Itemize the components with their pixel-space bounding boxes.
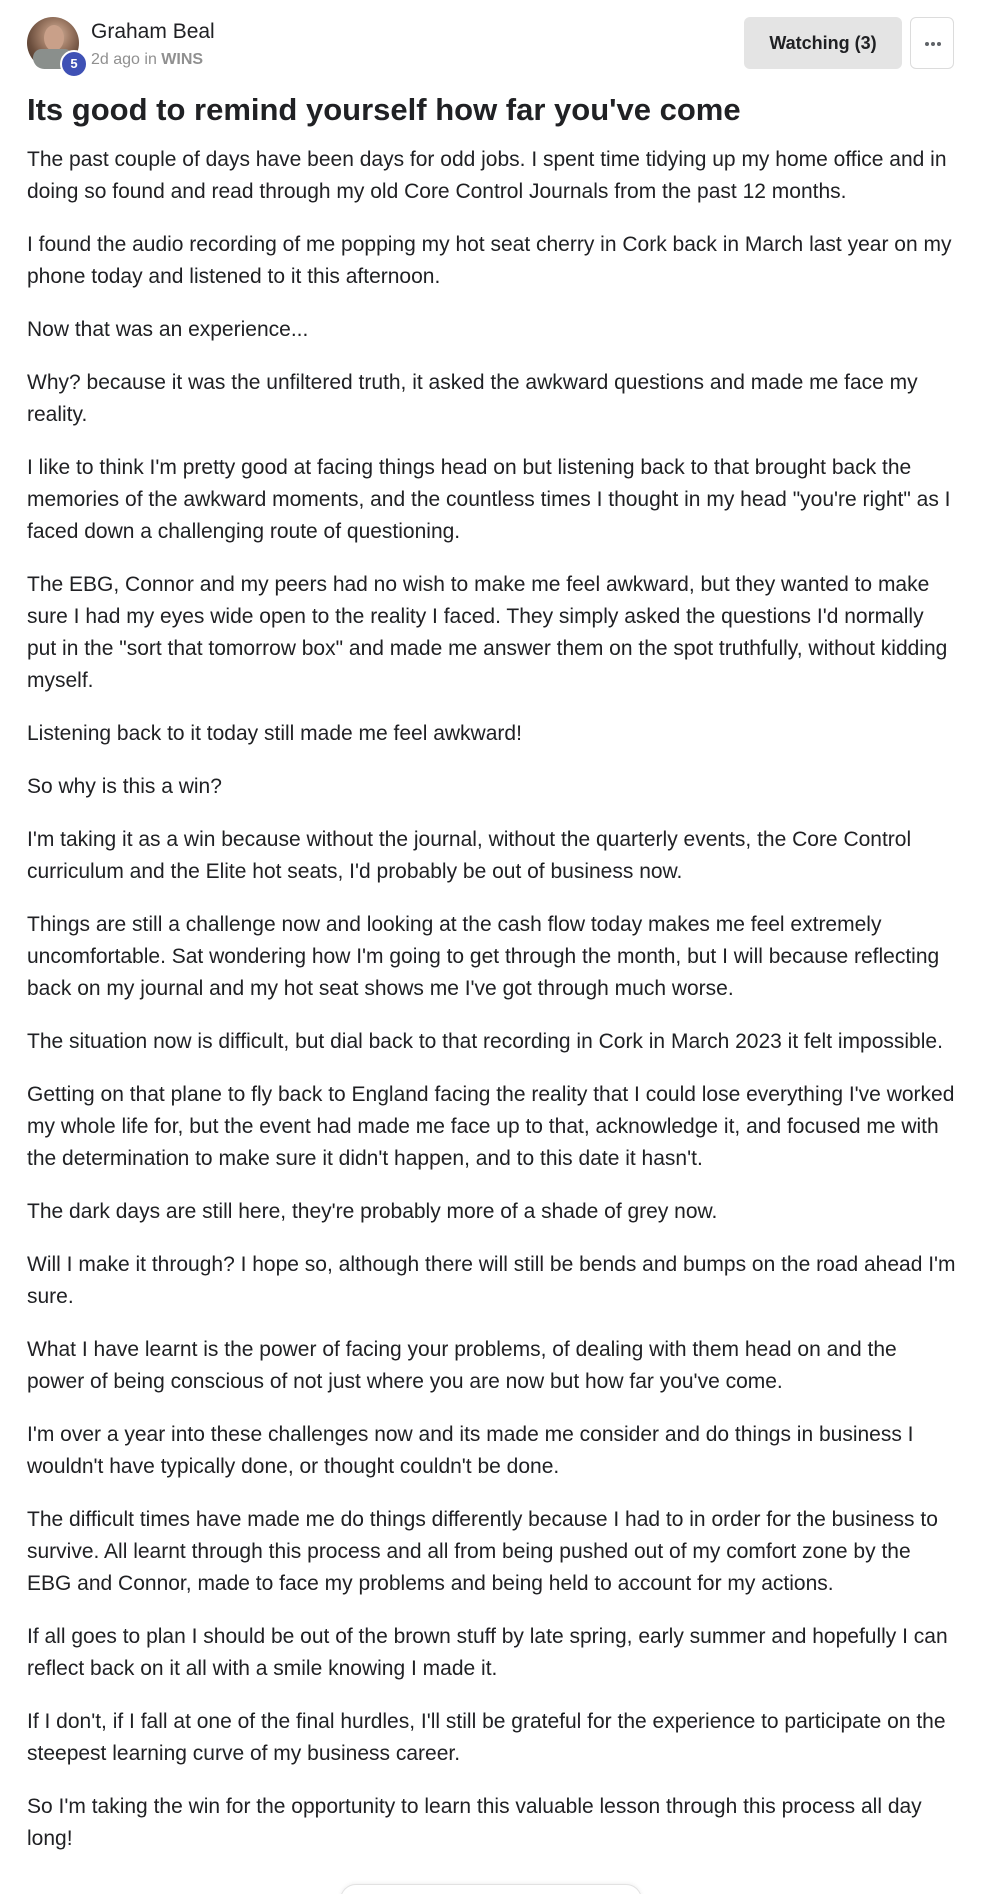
post-category[interactable]: WINS: [161, 51, 204, 68]
watching-button[interactable]: Watching (3): [744, 17, 902, 69]
floating-action-bar[interactable]: [340, 1884, 642, 1894]
avatar-face: [44, 25, 64, 51]
post-meta-in: in: [144, 51, 157, 68]
post-time: 2d ago: [91, 51, 140, 68]
post-paragraph: So I'm taking the win for the opportunity to learn this valuable lesson through this process all day long!: [27, 1795, 922, 1850]
post-paragraph: Listening back to it today still made me feel awkward!: [27, 722, 522, 745]
post-paragraph: I like to think I'm pretty good at facing things head on but listening back to that brought back the memories of the awkward moments, and the countless times I thought in my head "you're right" as I faced down a challenging route of questioning.: [27, 456, 951, 543]
post-header: [27, 17, 955, 73]
post-paragraph: If I don't, if I fall at one of the final hurdles, I'll still be grateful for the experience to participate on the steepest learning curve of my business career.: [27, 1710, 946, 1765]
post-paragraph: Why? because it was the unfiltered truth, it asked the awkward questions and made me face my reality.: [27, 371, 918, 426]
post-paragraph: Things are still a challenge now and looking at the cash flow today makes me feel extremely uncomfortable. Sat wondering how I'm going to get through the month, but I will because reflecting back on my journal and my hot seat shows me I've got through much worse.: [27, 913, 940, 1000]
post-paragraph: The dark days are still here, they're probably more of a shade of grey now.: [27, 1200, 718, 1223]
post-paragraph: So why is this a win?: [27, 775, 222, 798]
post-paragraph: The situation now is difficult, but dial back to that recording in Cork in March 2023 it felt impossible.: [27, 1030, 943, 1053]
avatar[interactable]: [27, 17, 79, 69]
post-body: [27, 144, 957, 1876]
post-paragraph: If all goes to plan I should be out of the brown stuff by late spring, early summer and hopefully I can reflect back on it all with a smile knowing I made it.: [27, 1625, 948, 1680]
post-paragraph: The EBG, Connor and my peers had no wish to make me feel awkward, but they wanted to make sure I had my eyes wide open to the reality I faced. They simply asked the questions I'd normally put in the "sort that tomorrow box" and made me answer them on the spot truthfully, without kidding myself.: [27, 573, 948, 692]
post-meta: [91, 51, 203, 69]
post-paragraph: I'm over a year into these challenges now and its made me consider and do things in business I wouldn't have typically done, or thought couldn't be done.: [27, 1423, 914, 1478]
more-options-button[interactable]: [910, 17, 954, 69]
post-paragraph: The past couple of days have been days for odd jobs. I spent time tidying up my home office and in doing so found and read through my old Core Control Journals from the past 12 months.: [27, 148, 947, 203]
post-paragraph: What I have learnt is the power of facing your problems, of dealing with them head on and the power of being conscious of not just where you are now but how far you've come.: [27, 1338, 897, 1393]
author-name[interactable]: Graham Beal: [91, 20, 215, 43]
post-title: Its good to remind yourself how far you've come: [27, 92, 741, 127]
post-paragraph: Will I make it through? I hope so, although there will still be bends and bumps on the road ahead I'm sure.: [27, 1253, 956, 1308]
post-paragraph: Now that was an experience...: [27, 318, 309, 341]
post-paragraph: I'm taking it as a win because without the journal, without the quarterly events, the Core Control curriculum and the Elite hot seats, I'd probably be out of business now.: [27, 828, 912, 883]
post-paragraph: I found the audio recording of me popping my hot seat cherry in Cork back in March last year on my phone today and listened to it this afternoon.: [27, 233, 952, 288]
level-badge: 5: [60, 50, 88, 78]
post-paragraph: The difficult times have made me do things differently because I had to in order for the business to survive. All learnt through this process and all from being pushed out of my comfort zone by the EBG and Connor, made to face my problems and being held to account for my actions.: [27, 1508, 938, 1595]
post-paragraph: Getting on that plane to fly back to England facing the reality that I could lose everything I've worked my whole life for, but the event had made me face up to that, acknowledge it, and focused me with the determination to make sure it didn't happen, and to this date it hasn't.: [27, 1083, 955, 1170]
